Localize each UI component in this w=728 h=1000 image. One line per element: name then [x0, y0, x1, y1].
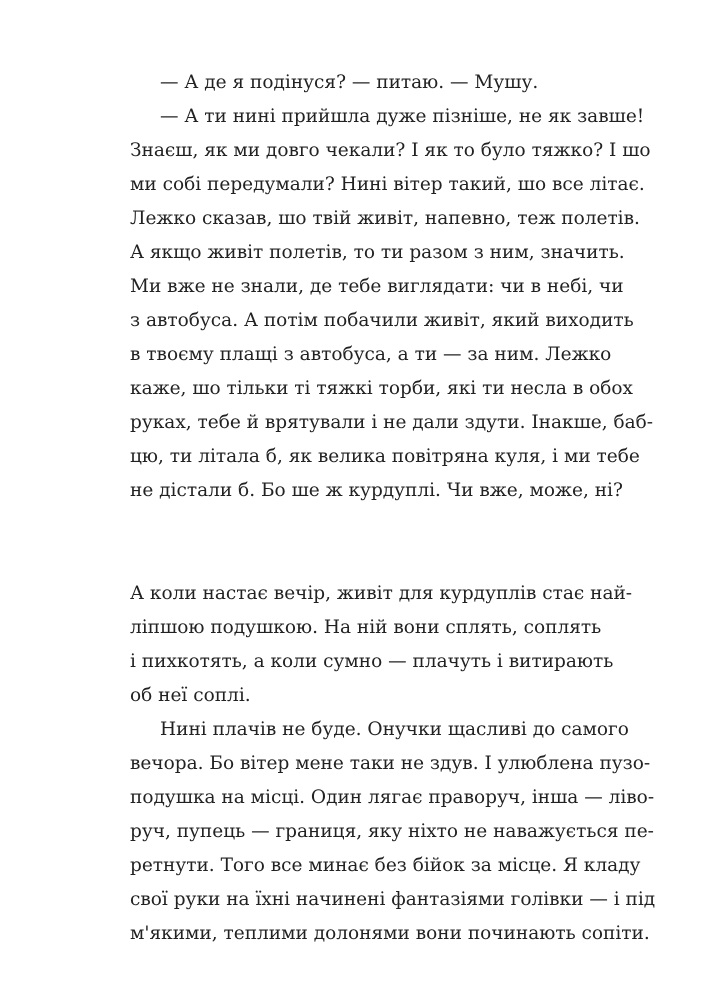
- text-line: руках, тебе й врятували і не дали здути. Інакше, баб-: [130, 412, 654, 433]
- text-line: Лежко сказав, шо твій живіт, напевно, теж полетів.: [130, 208, 640, 229]
- text-line: ліпшою подушкою. На ній вони сплять, соплять: [130, 617, 602, 638]
- text-line: з автобуса. А потім побачили живіт, який виходить: [130, 310, 634, 331]
- text-line: — А ти нині прийшла дуже пізніше, не як завше!: [160, 106, 645, 127]
- text-line: Ми вже не знали, де тебе виглядати: чи в небі, чи: [130, 276, 624, 297]
- text-line: каже, шо тільки ті тяжкі торби, які ти несла в обох: [130, 378, 633, 399]
- text-line: руч, пупець — границя, яку ніхто не наважується пе-: [130, 821, 654, 842]
- text-line: А якщо живіт полетів, то ти разом з ним, значить.: [130, 242, 625, 263]
- text-line: вечора. Бо вітер мене таки не здув. І улюблена пузо-: [130, 753, 651, 774]
- text-line: і пихкотять, а коли сумно — плачуть і витирають: [130, 651, 614, 672]
- text-line: ретнути. Того все минає без бійок за місце. Я кладу: [130, 855, 641, 876]
- text-line: — А де я подінуся? — питаю. — Мушу.: [160, 72, 539, 93]
- text-line: Нині плачів не буде. Онучки щасливі до самого: [160, 719, 629, 740]
- text-line: Знаєш, як ми довго чекали? І як то було тяжко? І шо: [130, 140, 651, 161]
- text-line: А коли настає вечір, живіт для курдуплів стає най-: [130, 583, 633, 604]
- text-line: подушка на місці. Один лягає праворуч, інша — ліво-: [130, 787, 655, 808]
- text-line: об неї соплі.: [130, 685, 251, 706]
- text-line: м'якими, теплими долонями вони починають сопіти.: [130, 923, 650, 944]
- text-line: не дістали б. Бо ше ж курдуплі. Чи вже, може, ні?: [130, 480, 623, 501]
- text-line: в твоєму плащі з автобуса, а ти — за ним. Лежко: [130, 344, 612, 365]
- text-line: ми собі передумали? Нині вітер такий, шо все літає.: [130, 174, 645, 195]
- text-line: цю, ти літала б, як велика повітряна куля, і ми тебе: [130, 446, 640, 467]
- text-line: свої руки на їхні начинені фантазіями голівки — і під: [130, 889, 656, 910]
